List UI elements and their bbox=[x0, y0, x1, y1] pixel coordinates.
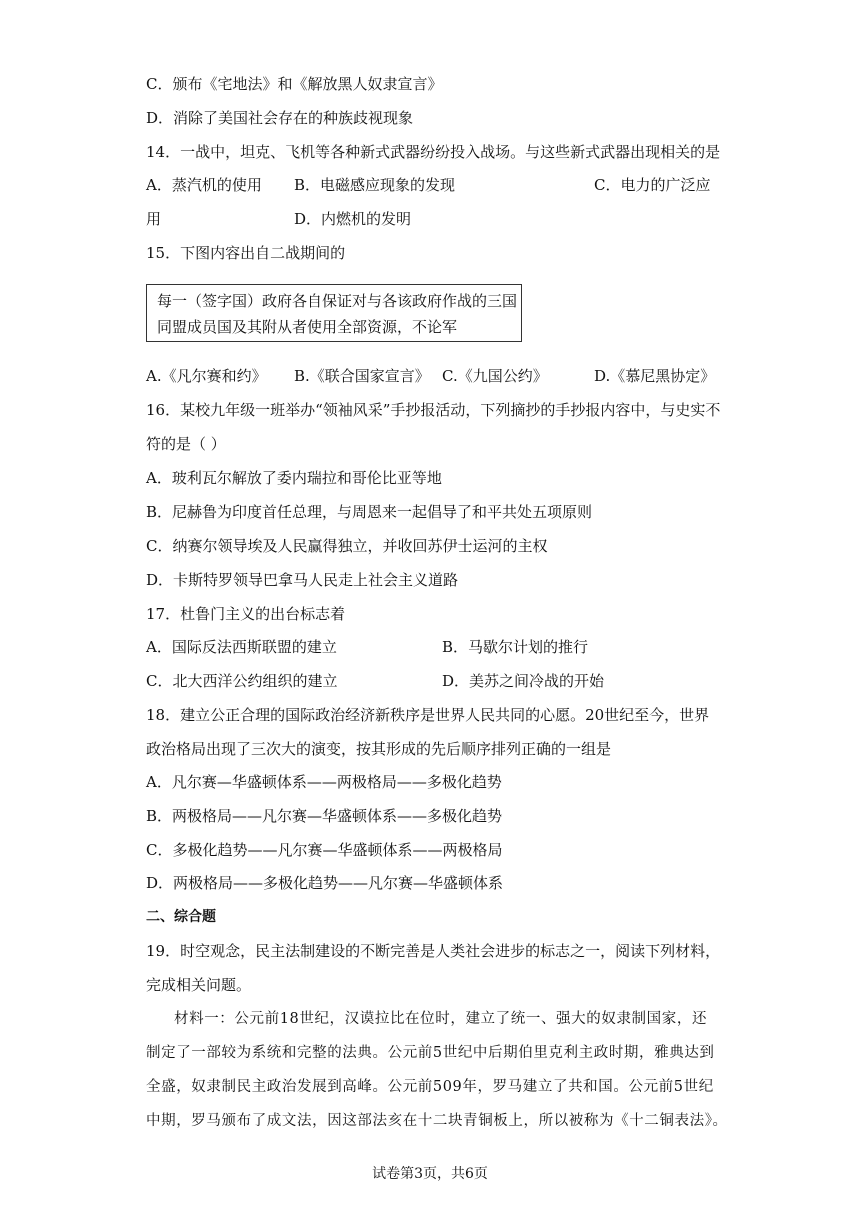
section-heading: 二、综合题 bbox=[146, 909, 216, 925]
page-footer: 试卷第3页，共6页 bbox=[372, 1166, 488, 1182]
q18-option-c: C．多极化趋势——凡尔赛—华盛顿体系——两极格局 bbox=[146, 841, 503, 859]
q13-option-d: D．消除了美国社会存在的种族歧视现象 bbox=[146, 109, 414, 127]
q15-source-line-2: 同盟成员国及其附从者使用全部资源，不论军 bbox=[157, 318, 458, 336]
q16-stem-line-2: 符的是（ ） bbox=[146, 435, 226, 453]
q18-stem-line-1: 18．建立公正合理的国际政治经济新秩序是世界人民共同的心愿。20世纪至今，世界 bbox=[146, 706, 710, 724]
q14-option-b: B．电磁感应现象的发现 bbox=[294, 176, 456, 194]
q16-option-b: B．尼赫鲁为印度首任总理，与周恩来一起倡导了和平共处五项原则 bbox=[146, 503, 593, 521]
q16-option-d: D．卡斯特罗领导巴拿马人民走上社会主义道路 bbox=[146, 571, 459, 589]
q15-source-box bbox=[146, 284, 522, 342]
q17-option-b: B．马歇尔计划的推行 bbox=[442, 638, 589, 656]
q14-option-d: D．内燃机的发明 bbox=[294, 210, 412, 228]
q14-option-c: C．电力的广泛应 bbox=[594, 176, 711, 194]
q16-option-a: A．玻利瓦尔解放了委内瑞拉和哥伦比亚等地 bbox=[146, 469, 442, 487]
q17-stem: 17．杜鲁门主义的出台标志着 bbox=[146, 605, 346, 623]
q13-option-c: C．颁布《宅地法》和《解放黑人奴隶宣言》 bbox=[146, 75, 443, 93]
q18-option-d: D．两极格局——多极化趋势——凡尔赛—华盛顿体系 bbox=[146, 874, 504, 892]
q16-stem-line-1: 16．某校九年级一班举办“领袖风采”手抄报活动，下列摘抄的手抄报内容中，与史实不 bbox=[146, 401, 721, 419]
q15-option-d: D.《慕尼黑协定》 bbox=[594, 367, 716, 385]
q19-stem-line-1: 19．时空观念，民主法制建设的不断完善是人类社会进步的标志之一，阅读下列材料， bbox=[146, 942, 721, 960]
q17-option-c: C．北大西洋公约组织的建立 bbox=[146, 672, 338, 690]
q14-option-a: A．蒸汽机的使用 bbox=[146, 176, 262, 194]
q16-option-c: C．纳赛尔领导埃及人民赢得独立，并收回苏伊士运河的主权 bbox=[146, 537, 548, 555]
q19-material-line-3: 全盛，奴隶制民主政治发展到高峰。公元前509年，罗马建立了共和国。公元前5世纪 bbox=[146, 1079, 714, 1095]
q19-material-line-1: 材料一：公元前18世纪，汉谟拉比在位时，建立了统一、强大的奴隶制国家，还 bbox=[174, 1011, 708, 1027]
q19-material-line-4: 中期，罗马颁布了成文法，因这部法亥在十二块青铜板上，所以被称为《十二铜表法》。 bbox=[146, 1113, 728, 1129]
q15-stem: 15．下图内容出自二战期间的 bbox=[146, 244, 346, 262]
q17-option-d: D．美苏之间冷战的开始 bbox=[442, 672, 605, 690]
q18-option-a: A．凡尔赛—华盛顿体系——两极格局——多极化趋势 bbox=[146, 773, 502, 791]
q15-source-line-1: 每一（签字国）政府各自保证对与各该政府作战的三国 bbox=[157, 292, 518, 310]
q15-option-b: B.《联合国家宣言》 bbox=[294, 367, 430, 385]
q17-option-a: A．国际反法西斯联盟的建立 bbox=[146, 638, 337, 656]
q18-option-b: B．两极格局——凡尔赛—华盛顿体系——多极化趋势 bbox=[146, 807, 503, 825]
q15-option-a: A.《凡尔赛和约》 bbox=[146, 367, 267, 385]
q14-stem: 14．一战中，坦克、飞机等各种新式武器纷纷投入战场。与这些新式武器出现相关的是 bbox=[146, 143, 721, 161]
q19-material-line-2: 制定了一部较为系统和完整的法典。公元前5世纪中后期伯里克利主政时期，雅典达到 bbox=[146, 1045, 715, 1061]
q14-option-c-continued: 用 bbox=[146, 210, 162, 228]
q19-stem-line-2: 完成相关问题。 bbox=[146, 976, 252, 994]
q18-stem-line-2: 政治格局出现了三次大的演变，按其形成的先后顺序排列正确的一组是 bbox=[146, 740, 612, 758]
q15-option-c: C.《九国公约》 bbox=[442, 367, 548, 385]
